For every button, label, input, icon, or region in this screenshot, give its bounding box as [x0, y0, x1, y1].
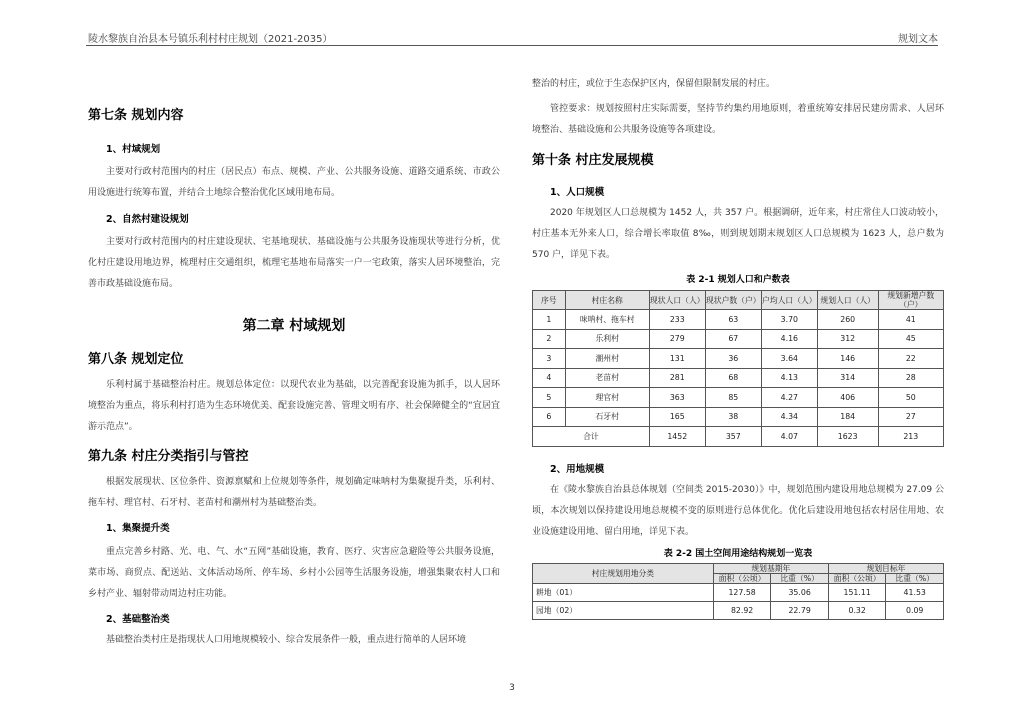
land-use-table — [532, 563, 944, 620]
table-cell: 合计 — [533, 427, 650, 447]
header-doc-type: 规划文本 — [898, 34, 938, 45]
section-7-2-text: 主要对行政村范围内的村庄建设现状、宅基地现状、基础设施与公共服务设施现状等进行分析，优化村庄建设用地边界，梳理村庄交通组织，梳理宅基地布局落实一户一宅政策，落实人居环境整治，完善市政基础设施布局。 — [88, 237, 500, 289]
table-2-header-area: 面积（公顷） — [828, 573, 886, 583]
table-cell: 85 — [705, 388, 761, 408]
table-cell: 22 — [878, 349, 943, 369]
table-row — [533, 310, 944, 330]
section-7-2-title: 2、自然村建设规划 — [106, 214, 189, 225]
table-cell: 35.06 — [771, 583, 829, 601]
page-number: 3 — [509, 683, 515, 693]
table-row — [533, 601, 944, 619]
chapter-2-title: 第二章 村域规划 — [242, 318, 346, 334]
table-1-header: 现状户数（户） — [705, 291, 761, 310]
table-cell: 260 — [817, 310, 878, 330]
section-9-2-text: 基础整治类村庄是指现状人口用地规模较小、综合发展条件一般，重点进行简单的人居环境 — [106, 635, 467, 645]
table-row — [533, 329, 944, 349]
section-9-2-title: 2、基础整治类 — [106, 614, 170, 625]
table-cell: 3.64 — [761, 349, 817, 369]
section-10-2-text: 在《陵水黎族自治县总体规划（空间类 2015-2030）》中，规划范围内建设用地总规模为 27.09 公顷，本次规划以保持建设用地总规模不变的原则进行总体优化。优化后建设用地包括农村居住用地、农业设施建设用地、留白用地，详见下表。 — [532, 484, 944, 537]
table-cell: 184 — [817, 407, 878, 427]
table-cell: 0.32 — [828, 601, 886, 619]
section-9-text: 根据发展现状、区位条件、资源禀赋和上位规划等条件，规划确定味呐村为集聚提升类，乐利村、拖车村、理官村、石牙村、老苗村和潮州村为基础整治类。 — [88, 477, 500, 508]
table-cell: 4.34 — [761, 407, 817, 427]
table-1-caption: 表 2-1 规划人口和户数表 — [686, 275, 790, 285]
table-1-header: 序号 — [533, 291, 566, 310]
table-cell: 3.70 — [761, 310, 817, 330]
section-7-title: 第七条 规划内容 — [88, 108, 184, 123]
table-1-header: 规划新增户数（户） — [878, 291, 943, 310]
table-2-header-category: 村庄规划用地分类 — [533, 563, 714, 583]
table-cell: 146 — [817, 349, 878, 369]
section-8-text: 乐利村属于基础整治村庄。规划总体定位：以现代农业为基础，以完善配套设施为抓手，以人居环境整治为重点，将乐利村打造为生态环境优美、配套设施完善、管理文明有序、社会保障健全的“宜居宜游示范点”。 — [88, 380, 500, 432]
table-cell: 1452 — [649, 427, 705, 447]
table-cell: 67 — [705, 329, 761, 349]
section-9-title: 第九条 村庄分类指引与管控 — [88, 449, 249, 464]
population-table — [532, 290, 944, 447]
table-cell: 406 — [817, 388, 878, 408]
table-cell: 5 — [533, 388, 566, 408]
control-requirement-text: 管控要求：规划按照村庄实际需要，坚持节约集约用地原则，着重统筹安排居民建房需求、人居环境整治、基础设施和公共服务设施等各项建设。 — [532, 104, 944, 135]
section-9-1-title: 1、集聚提升类 — [106, 523, 170, 534]
table-cell: 1623 — [817, 427, 878, 447]
header-divider — [86, 45, 938, 46]
table-2-header-area: 面积（公顷） — [713, 573, 771, 583]
table-row — [533, 583, 944, 601]
table-1-header: 户均人口（人） — [761, 291, 817, 310]
header-title: 陵水黎族自治县本号镇乐利村村庄规划（2021-2035） — [88, 34, 333, 45]
table-2-header-ratio: 比重（%） — [771, 573, 829, 583]
table-cell: 28 — [878, 368, 943, 388]
table-cell: 233 — [649, 310, 705, 330]
table-row — [533, 368, 944, 388]
table-cell: 357 — [705, 427, 761, 447]
table-cell: 1 — [533, 310, 566, 330]
table-cell: 27 — [878, 407, 943, 427]
table-cell: 理官村 — [565, 388, 649, 408]
table-cell: 4.07 — [761, 427, 817, 447]
table-cell: 4.13 — [761, 368, 817, 388]
table-cell: 213 — [878, 427, 943, 447]
table-cell: 园地（02） — [533, 601, 714, 619]
table-2-header-target-year: 规划目标年 — [828, 563, 943, 573]
section-9-1-text: 重点完善乡村路、光、电、气、水“五网”基础设施，教育、医疗、灾害应急避险等公共服务设施，菜市场、商贸点、配送站、文体活动场所、停车场、乡村小公园等生活服务设施，增强集聚农村人口和乡村产业、辐射带动周边村庄功能。 — [88, 547, 500, 599]
table-cell: 36 — [705, 349, 761, 369]
table-cell: 石牙村 — [565, 407, 649, 427]
table-cell: 潮州村 — [565, 349, 649, 369]
table-1-header: 村庄名称 — [565, 291, 649, 310]
section-10-title: 第十条 村庄发展规模 — [532, 153, 654, 168]
table-cell: 4.27 — [761, 388, 817, 408]
table-cell: 2 — [533, 329, 566, 349]
table-cell: 314 — [817, 368, 878, 388]
table-1-header: 规划人口（人） — [817, 291, 878, 310]
section-8-title: 第八条 规划定位 — [88, 352, 184, 367]
section-10-1-title: 1、人口规模 — [550, 187, 605, 198]
table-cell: 63 — [705, 310, 761, 330]
table-2-header-base-year: 规划基期年 — [713, 563, 828, 573]
table-cell: 279 — [649, 329, 705, 349]
table-row — [533, 407, 944, 427]
table-cell: 22.79 — [771, 601, 829, 619]
table-cell: 82.92 — [713, 601, 771, 619]
table-cell: 312 — [817, 329, 878, 349]
table-row — [533, 388, 944, 408]
section-10-1-text: 2020 年规划区人口总规模为 1452 人，共 357 户。根据调研，近年来，村庄常住人口波动较小，村庄基本无外来人口，综合增长率取值 8‰，则到规划期末规划区人口总规模为 1623 人，总户数为 570 户，详见下表。 — [532, 208, 944, 260]
table-cell: 老苗村 — [565, 368, 649, 388]
table-cell: 4 — [533, 368, 566, 388]
table-cell: 151.11 — [828, 583, 886, 601]
table-cell: 41 — [878, 310, 943, 330]
table-total-row — [533, 427, 944, 447]
table-cell: 38 — [705, 407, 761, 427]
table-cell: 165 — [649, 407, 705, 427]
table-cell: 50 — [878, 388, 943, 408]
table-cell: 耕地（01） — [533, 583, 714, 601]
section-7-1-title: 1、村域规划 — [106, 144, 161, 155]
table-2-caption: 表 2-2 国土空间用途结构规划一览表 — [663, 548, 813, 559]
table-cell: 68 — [705, 368, 761, 388]
section-7-1-text: 主要对行政村范围内的村庄（居民点）布点、规模、产业、公共服务设施、道路交通系统、市政公用设施进行统筹布置，并结合土地综合整治优化区域用地布局。 — [88, 167, 500, 198]
left-column — [88, 60, 500, 651]
table-cell: 45 — [878, 329, 943, 349]
table-cell: 味呐村、拖车村 — [565, 310, 649, 330]
table-cell: 乐利村 — [565, 329, 649, 349]
table-cell: 6 — [533, 407, 566, 427]
continuation-text: 整治的村庄，或位于生态保护区内，保留但限制发展的村庄。 — [532, 79, 776, 89]
table-cell: 4.16 — [761, 329, 817, 349]
table-cell: 127.58 — [713, 583, 771, 601]
table-cell: 41.53 — [886, 583, 944, 601]
table-cell: 131 — [649, 349, 705, 369]
table-cell: 281 — [649, 368, 705, 388]
table-cell: 0.09 — [886, 601, 944, 619]
table-2-header-ratio: 比重（%） — [886, 573, 944, 583]
table-cell: 3 — [533, 349, 566, 369]
table-cell: 363 — [649, 388, 705, 408]
table-row — [533, 349, 944, 369]
section-10-2-title: 2、用地规模 — [550, 463, 605, 475]
right-column — [532, 60, 944, 620]
table-1-header: 现状人口（人） — [649, 291, 705, 310]
